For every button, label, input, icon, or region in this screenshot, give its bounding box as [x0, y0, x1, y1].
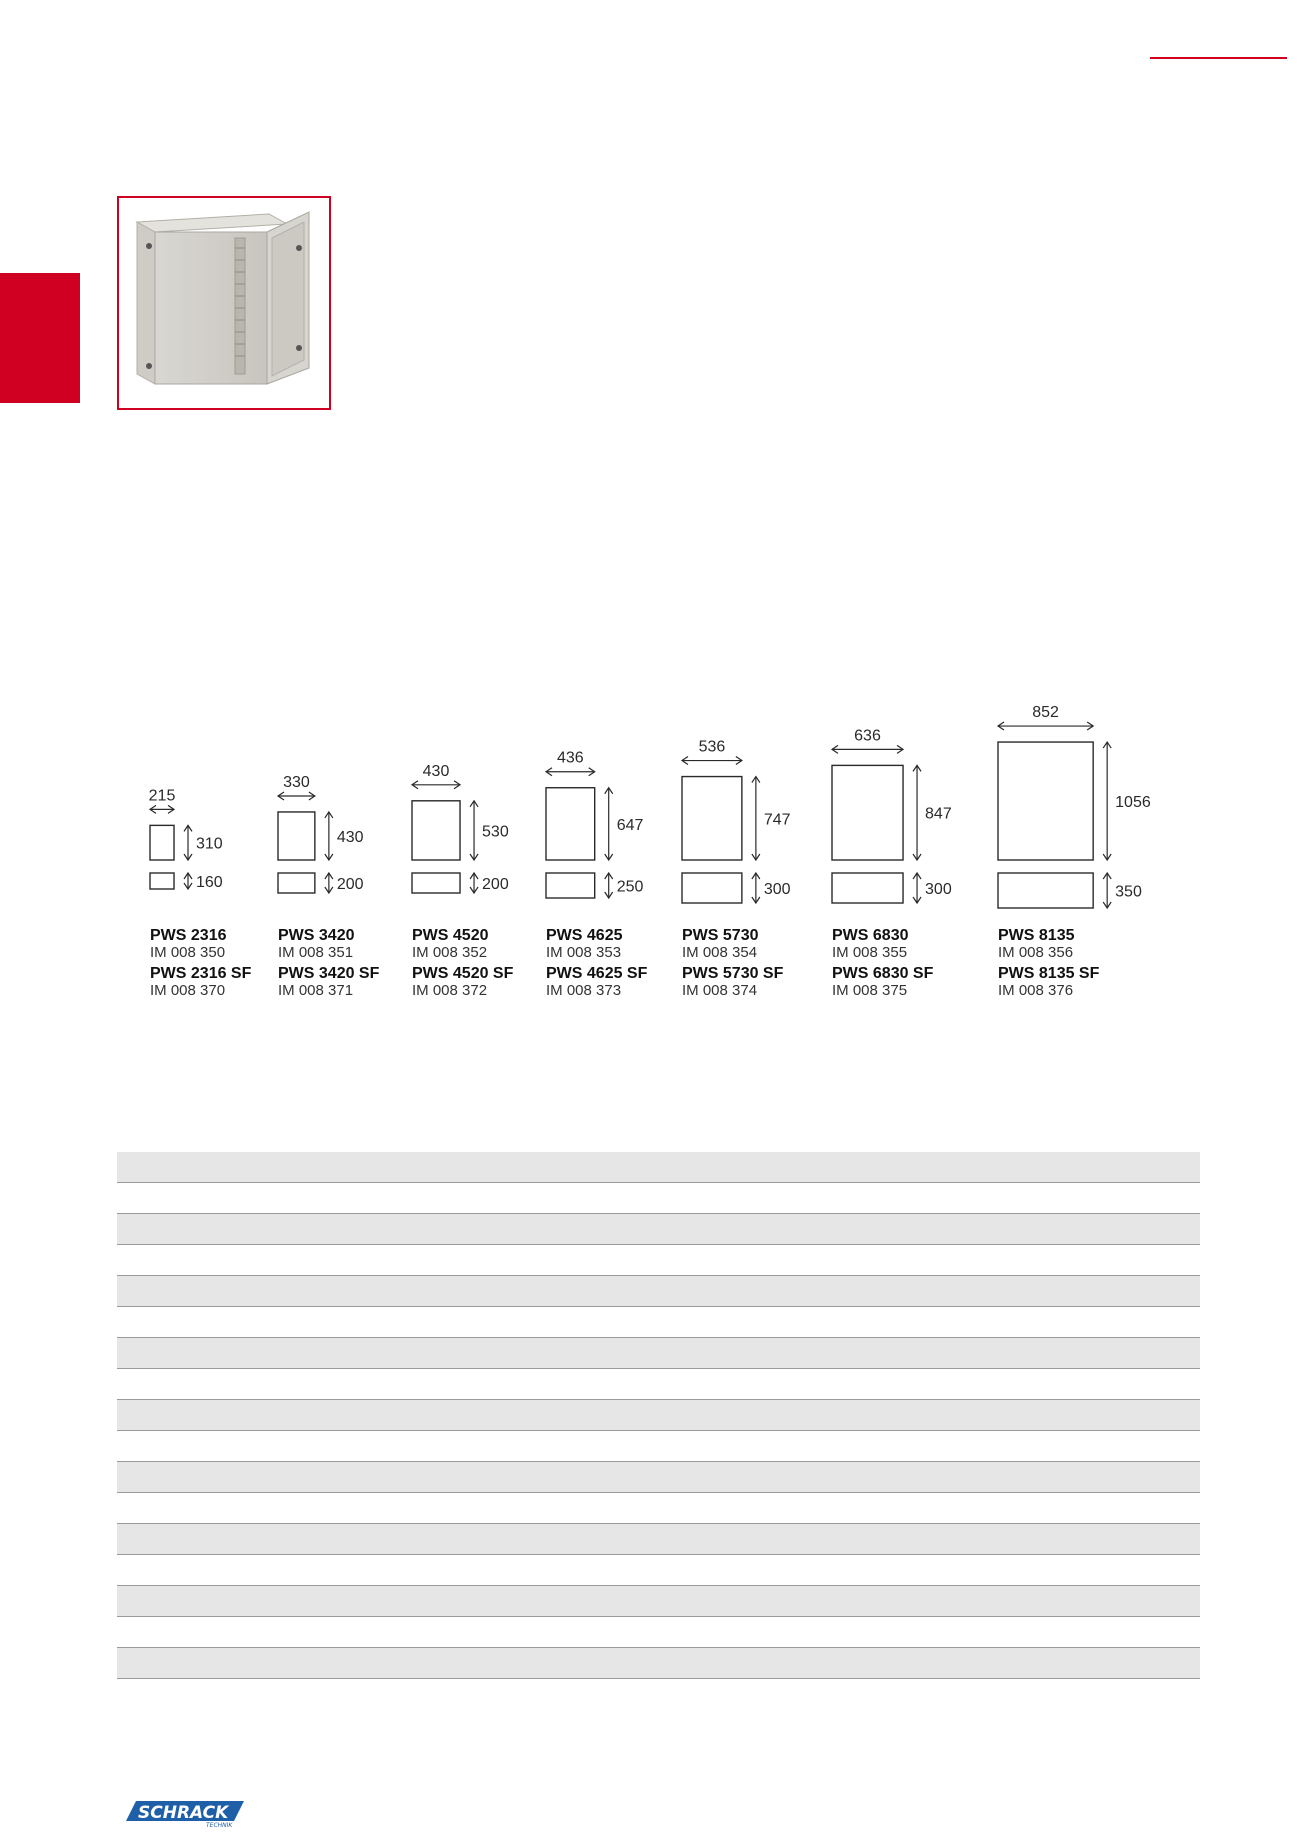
schrack-logo — [122, 1795, 252, 1834]
table-row — [117, 1214, 1200, 1245]
table-row — [117, 1648, 1200, 1679]
depth-label-2: 200 — [482, 876, 509, 893]
height-label-6: 1056 — [1115, 794, 1151, 812]
model-code: PWS 5730 — [682, 927, 759, 944]
depth-view-1 — [278, 873, 315, 893]
table-row — [117, 1152, 1200, 1183]
table-row — [117, 1245, 1200, 1276]
model-code: PWS 2316 — [150, 927, 227, 944]
table-row — [117, 1369, 1200, 1400]
table-row — [117, 1431, 1200, 1462]
height-label-0: 310 — [196, 835, 223, 853]
depth-label-3: 250 — [616, 878, 644, 896]
table-row — [117, 1524, 1200, 1555]
depth-view-2 — [412, 873, 460, 893]
table-row — [117, 1617, 1200, 1648]
model-im-number-sf: IM 008 375 — [832, 982, 908, 999]
svg-text:SCHRACK: SCHRACK — [138, 1803, 229, 1823]
model-code-sf: PWS 6830 SF — [832, 965, 934, 982]
model-im-number: IM 008 352 — [412, 944, 488, 961]
table-row — [117, 1493, 1200, 1524]
depth-view-5 — [832, 873, 903, 903]
svg-text:TECHNIK: TECHNIK — [206, 1822, 233, 1829]
width-label-4: 536 — [698, 738, 726, 756]
height-label-3: 647 — [616, 816, 644, 834]
front-view-1 — [278, 812, 315, 860]
model-label-5 — [832, 927, 933, 999]
model-code: PWS 3420 — [278, 927, 355, 944]
model-im-number-sf: IM 008 370 — [150, 982, 226, 999]
depth-view-6 — [998, 873, 1093, 908]
table-row — [117, 1462, 1200, 1493]
depth-label-5: 300 — [925, 881, 952, 898]
spec-table — [117, 1152, 1200, 1679]
model-im-number-sf: IM 008 376 — [998, 982, 1074, 999]
front-view-0 — [150, 825, 174, 860]
depth-view-0 — [150, 873, 174, 889]
model-im-number: IM 008 355 — [832, 944, 908, 961]
model-im-number: IM 008 354 — [682, 944, 758, 961]
table-row — [117, 1276, 1200, 1307]
table-row — [117, 1183, 1200, 1214]
front-view-6 — [998, 742, 1093, 860]
height-label-1: 430 — [336, 828, 364, 846]
enclosure-photo-icon — [119, 198, 329, 408]
width-label-0: 215 — [148, 787, 176, 805]
model-label-6 — [998, 927, 1099, 999]
model-im-number-sf: IM 008 372 — [412, 982, 488, 999]
model-code: PWS 6830 — [832, 927, 909, 944]
model-code-sf: PWS 2316 SF — [150, 965, 252, 982]
front-view-2 — [412, 801, 460, 860]
depth-label-1: 200 — [336, 876, 364, 893]
table-row — [117, 1586, 1200, 1617]
model-label-2 — [412, 927, 513, 999]
depth-view-4 — [682, 873, 742, 903]
model-code-sf: PWS 8135 SF — [998, 965, 1100, 982]
model-label-1 — [278, 927, 379, 999]
depth-label-0: 160 — [196, 874, 223, 891]
model-code: PWS 4520 — [412, 927, 489, 944]
model-label-3 — [546, 927, 647, 999]
front-view-3 — [546, 788, 595, 860]
width-label-1: 330 — [283, 773, 310, 791]
model-label-4 — [682, 927, 783, 999]
height-label-5: 847 — [925, 805, 952, 823]
model-code: PWS 8135 — [998, 927, 1075, 944]
width-label-2: 430 — [422, 762, 450, 780]
model-im-number: IM 008 350 — [150, 944, 226, 961]
table-row — [117, 1400, 1200, 1431]
depth-view-3 — [546, 873, 595, 898]
header-accent-rule — [1150, 57, 1287, 59]
schrack-logo-icon — [122, 1795, 252, 1829]
table-row — [117, 1555, 1200, 1586]
model-im-number: IM 008 356 — [998, 944, 1074, 961]
height-label-4: 747 — [763, 811, 791, 829]
front-view-4 — [682, 777, 742, 860]
width-label-6: 852 — [1032, 704, 1059, 722]
model-code-sf: PWS 3420 SF — [278, 965, 380, 982]
model-label-0 — [150, 927, 251, 999]
width-label-3: 436 — [556, 749, 584, 767]
table-row — [117, 1338, 1200, 1369]
model-im-number-sf: IM 008 373 — [546, 982, 622, 999]
model-im-number: IM 008 353 — [546, 944, 622, 961]
model-code-sf: PWS 5730 SF — [682, 965, 784, 982]
table-row — [117, 1307, 1200, 1338]
model-im-number-sf: IM 008 374 — [682, 982, 758, 999]
front-view-5 — [832, 765, 903, 860]
model-im-number-sf: IM 008 371 — [278, 982, 354, 999]
height-label-2: 530 — [482, 823, 509, 841]
model-code: PWS 4625 — [546, 927, 623, 944]
product-photo-frame — [117, 196, 331, 410]
depth-label-4: 300 — [763, 881, 791, 898]
depth-label-6: 350 — [1115, 883, 1142, 901]
model-code-sf: PWS 4520 SF — [412, 965, 514, 982]
model-im-number: IM 008 351 — [278, 944, 354, 961]
section-side-tab — [0, 273, 80, 403]
width-label-5: 636 — [854, 727, 881, 745]
model-code-sf: PWS 4625 SF — [546, 965, 648, 982]
